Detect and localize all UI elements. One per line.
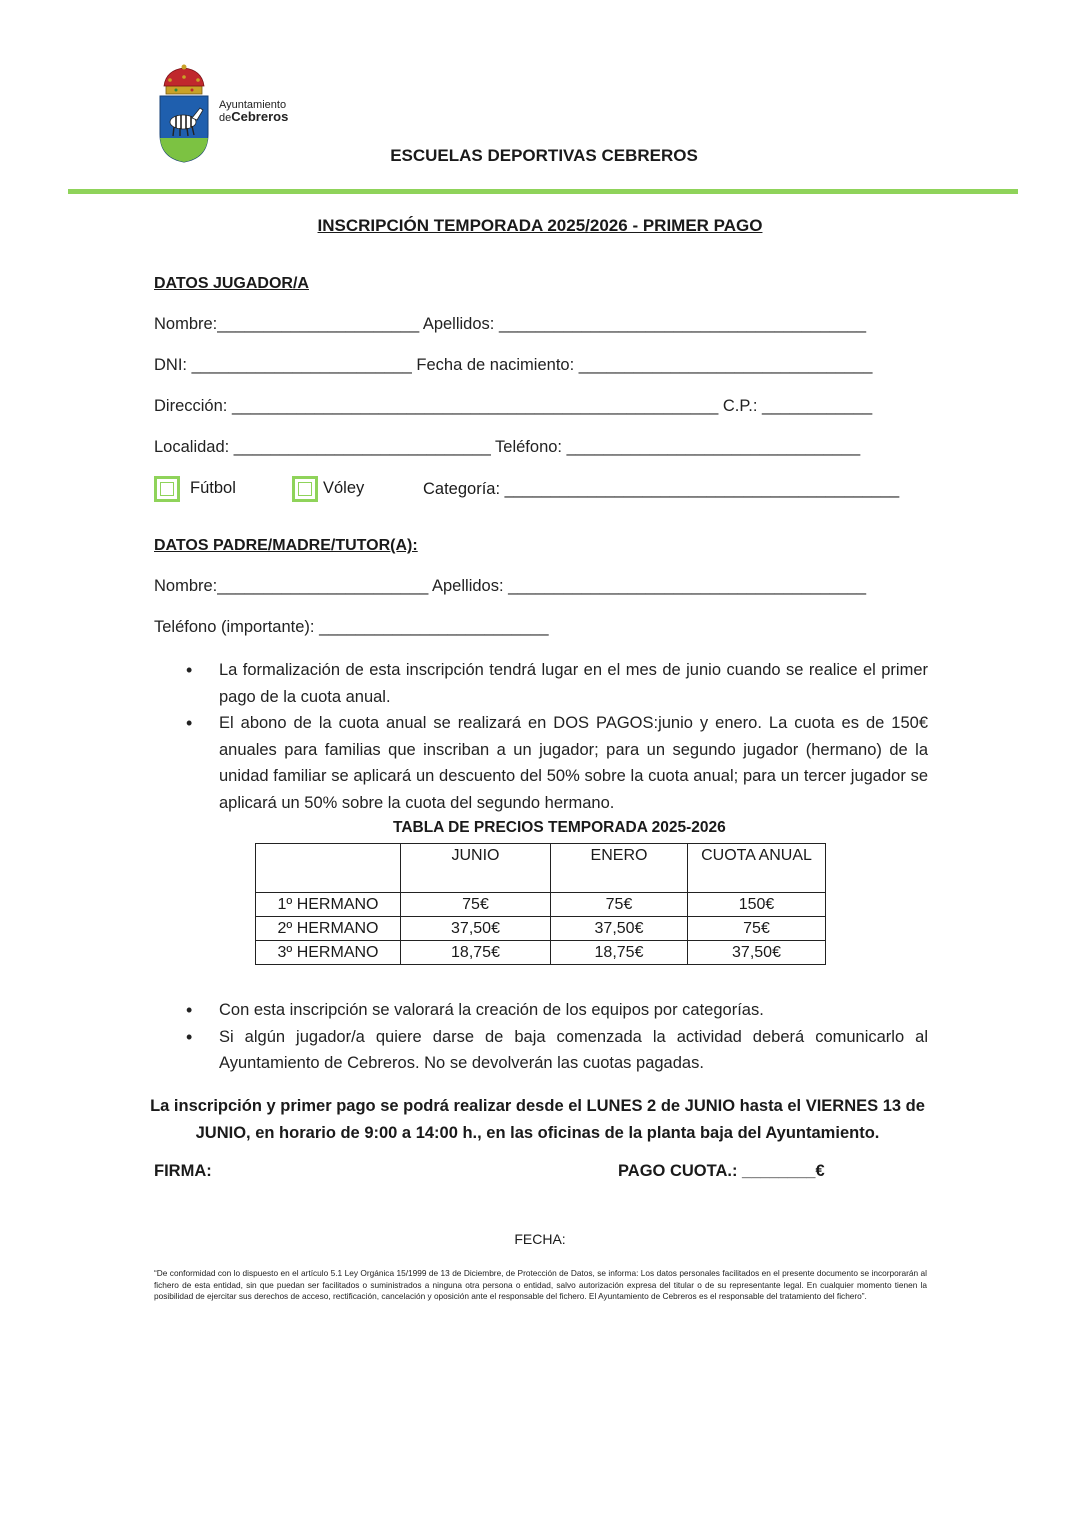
table-header-cell: JUNIO [401, 844, 551, 893]
table-cell: 2º HERMANO [256, 917, 401, 941]
info-bullets-top [186, 657, 928, 816]
guardian-name-field[interactable]: Nombre:_______________________ Apellidos: _______________________________________ [154, 577, 867, 595]
voley-label: Vóley [323, 479, 365, 497]
signature-field[interactable]: FIRMA: [154, 1162, 212, 1180]
registration-period-notice: La inscripción y primer pago se podrá realizar desde el LUNES 2 de JUNIO hasta el VIERNES 13 de JUNIO, en horario de 9:00 a 14:00 h., en las oficinas de la planta baja del Ayuntamiento. [150, 1097, 925, 1142]
category-field[interactable]: Categoría: ___________________________________________ [423, 480, 900, 498]
table-cell: 37,50€ [551, 917, 688, 941]
data-protection-notice: “De conformidad con lo dispuesto en el artículo 5.1 Ley Orgánica 15/1999 de 13 de Diciembre, de Protección de Datos, se informa: Los datos personales facilitados en el presente documento se incorporarán al fichero de esta entidad, sin que puedan ser facilitados o suministrados a ninguna otra persona o entidad, salvo autorización expresa del titular o de su representante legal. En cualquier momento tienen la posibilidad de ejercitar sus derechos de acceso, rectificación, cancelación y oposición ante el responsable del fichero. El Ayuntamiento de Cebreros es el responsable del tratamiento del fichero”. [154, 1268, 927, 1301]
table-header-row [256, 844, 826, 893]
player-section-title: DATOS JUGADOR/A [154, 275, 309, 292]
header-divider [68, 189, 1018, 194]
bullet-item: • Con esta inscripción se valorará la creación de los equipos por categorías. [186, 997, 928, 1024]
table-header-cell: ENERO [551, 844, 688, 893]
table-cell: 18,75€ [401, 941, 551, 965]
logo-line2-name: Cebreros [231, 109, 289, 124]
table-row [256, 941, 826, 965]
date-field[interactable]: FECHA: [514, 1231, 566, 1247]
logo-line1: Ayuntamiento [219, 99, 287, 111]
futbol-checkbox[interactable] [154, 476, 180, 502]
info-bullets-bottom [186, 997, 928, 1077]
table-row [256, 917, 826, 941]
table-cell: 1º HERMANO [256, 893, 401, 917]
municipality-logo-text [219, 99, 288, 124]
player-locality-field[interactable]: Localidad: ____________________________ Teléfono: ________________________________ [154, 438, 861, 456]
table-header-cell [256, 844, 401, 893]
player-name-field[interactable]: Nombre:______________________ Apellidos: ________________________________________ [154, 315, 867, 333]
voley-checkbox[interactable] [292, 476, 318, 502]
table-row [256, 893, 826, 917]
table-cell: 75€ [688, 917, 826, 941]
table-cell: 37,50€ [688, 941, 826, 965]
bullet-item: • El abono de la cuota anual se realizará en DOS PAGOS:junio y enero. La cuota es de 150€ anuales para familias que inscriban a un jugador; para un segundo jugador (hermano) de la unidad familiar se aplicará un descuento del 50% sobre la cuota anual; para un tercer jugador se aplicará un 50% sobre la cuota del segundo hermano. [186, 710, 928, 816]
guardian-phone-field[interactable]: Teléfono (importante): _________________________ [154, 618, 549, 636]
price-table-title: TABLA DE PRECIOS TEMPORADA 2025-2026 [393, 819, 726, 836]
bullet-item: • Si algún jugador/a quiere darse de baja comenzada la actividad deberá comunicarlo al Ayuntamiento de Cebreros. No se devolverán las cuotas pagadas. [186, 1024, 928, 1077]
table-cell: 75€ [551, 893, 688, 917]
price-table [255, 843, 826, 965]
guardian-section-title: DATOS PADRE/MADRE/TUTOR(A): [154, 537, 418, 554]
table-cell: 150€ [688, 893, 826, 917]
player-address-field[interactable]: Dirección: _____________________________________________________ C.P.: ____________ [154, 397, 873, 415]
table-cell: 37,50€ [401, 917, 551, 941]
table-header-cell: CUOTA ANUAL [688, 844, 826, 893]
table-cell: 3º HERMANO [256, 941, 401, 965]
bullet-item: • La formalización de esta inscripción tendrá lugar en el mes de junio cuando se realice el primer pago de la cuota anual. [186, 657, 928, 710]
logo-line2-prefix: de [219, 112, 232, 124]
org-title: ESCUELAS DEPORTIVAS CEBREROS [390, 146, 698, 165]
player-dni-field[interactable]: DNI: ________________________ Fecha de nacimiento: ________________________________ [154, 356, 873, 374]
logo-line2 [219, 111, 288, 124]
payment-amount-field[interactable]: PAGO CUOTA.: ________€ [618, 1162, 825, 1180]
table-cell: 75€ [401, 893, 551, 917]
futbol-label: Fútbol [190, 479, 236, 497]
table-cell: 18,75€ [551, 941, 688, 965]
document-title: INSCRIPCIÓN TEMPORADA 2025/2026 - PRIMER PAGO [317, 216, 763, 235]
